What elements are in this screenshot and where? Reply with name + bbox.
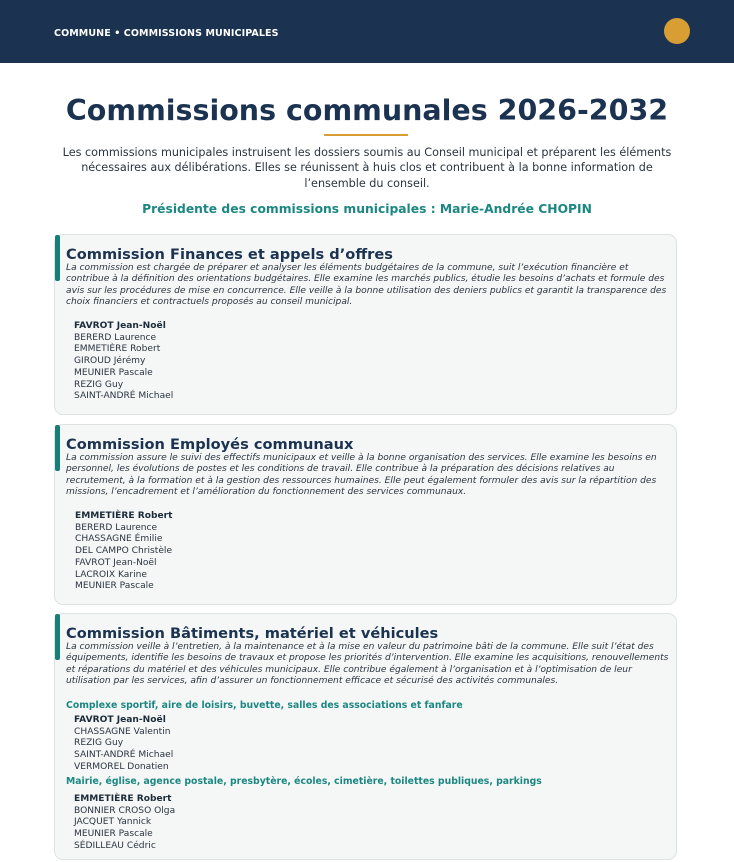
member: GIROUD Jérémy — [74, 356, 146, 367]
commission-description: La commission assure le suivi des effectifs municipaux et veille à la bonne organisation des services. Elle examine les besoins en personnel, les évolutions de postes et les conditions de travail. Elle contribue à la préparation des décisions relatives au recrutement, à la formation et à la gestion des ressources humaines. Elle peut également formuler des avis sur la répartition des missions, l’encadrement et l’amélioration du fonctionnement des services communaux. — [66, 453, 657, 498]
avatar[interactable] — [664, 18, 690, 44]
breadcrumb[interactable]: COMMUNE • COMMISSIONS MUNICIPALES — [54, 28, 279, 39]
member-list — [74, 715, 173, 774]
president-line: Présidente des commissions municipales : Marie-Andrée CHOPIN — [142, 202, 592, 216]
commission-description: La commission veille à l’entretien, à la maintenance et à la mise en valeur du patrimoine bâti de la commune. Elle suit l’état des équipements, identifie les besoins de travaux et propose les priorités d’intervention. Elle examine les acquisitions, renouvellements et réparations du matériel et des véhicules municipaux. Elle contribue également à l’organisation et à l’optimisation de leur utilisation par les services, afin d’assurer un fonctionnement efficace et sécurisé des activités communales. — [66, 642, 669, 687]
subgroup-title: Complexe sportif, aire de loisirs, buvette, salles des associations et fanfare — [66, 700, 463, 711]
member: SAINT-ANDRÉ Michael — [74, 750, 174, 761]
member-lead: EMMETIÈRE Robert — [74, 794, 172, 804]
member: REZIG Guy — [74, 379, 124, 390]
member: MEUNIER Pascale — [75, 581, 154, 592]
member: JACQUET Yannick — [74, 817, 152, 828]
card-accent-bar — [55, 425, 60, 471]
member: REZIG Guy — [74, 738, 124, 749]
member: BERERD Laurence — [75, 522, 158, 533]
member-lead: EMMETIÈRE Robert — [75, 511, 173, 521]
member: BERERD Laurence — [74, 332, 157, 343]
member: VERMOREL Donatien — [74, 761, 169, 772]
member: SÉDILLEAU Cédric — [74, 840, 156, 851]
top-bar — [0, 0, 734, 63]
commission-card-finances — [54, 234, 677, 415]
intro-text: Les commissions municipales instruisent les dossiers soumis au Conseil municipal et préparent les éléments nécessaires aux délibérations. Elles se réunissent à huis clos et contribuent à la bonne information de l’ensemble du conseil. — [62, 146, 672, 190]
member-lead: FAVROT Jean-Noël — [74, 321, 166, 331]
member: CHASSAGNE Émilie — [75, 534, 163, 545]
member-list — [74, 321, 173, 403]
member: FAVROT Jean-Noël — [75, 557, 157, 568]
commission-description: La commission est chargée de préparer et analyser les éléments budgétaires de la commune, suit l’exécution financière et contribue à la définition des orientations budgétaires. Elle examine les marchés publics, étudie les besoins d’achats et formule des avis sur les procédures de mise en concurrence. Elle veille à la bonne utilisation des deniers publics et garantit la transparence des choix financiers et contractuels proposés au conseil municipal. — [66, 263, 667, 308]
card-accent-bar — [55, 614, 60, 660]
member-list — [74, 794, 175, 853]
member: BONNIER CROSO Olga — [74, 805, 176, 816]
subgroup-title: Mairie, église, agence postale, presbytère, écoles, cimetière, toilettes publiques, parkings — [66, 776, 542, 787]
page-title: Commissions communales 2026-2032 — [65, 94, 669, 127]
member: LACROIX Karine — [75, 569, 147, 580]
commission-title: Commission Bâtiments, matériel et véhicules — [66, 625, 439, 642]
member: MEUNIER Pascale — [74, 367, 153, 378]
member: MEUNIER Pascale — [74, 829, 153, 840]
commission-card-employes — [54, 424, 677, 605]
member-list — [75, 511, 172, 593]
commission-card-batiments — [54, 613, 677, 860]
member: EMMETIÈRE Robert — [74, 344, 161, 355]
commission-title: Commission Finances et appels d’offres — [66, 246, 393, 263]
member: CHASSAGNE Valentin — [74, 726, 171, 737]
title-divider — [324, 134, 408, 136]
member: SAINT-ANDRÉ Michael — [74, 391, 174, 402]
member: DEL CAMPO Christèle — [75, 546, 173, 557]
card-accent-bar — [55, 235, 60, 281]
commission-title: Commission Employés communaux — [66, 436, 354, 453]
member-lead: FAVROT Jean-Noël — [74, 715, 166, 725]
